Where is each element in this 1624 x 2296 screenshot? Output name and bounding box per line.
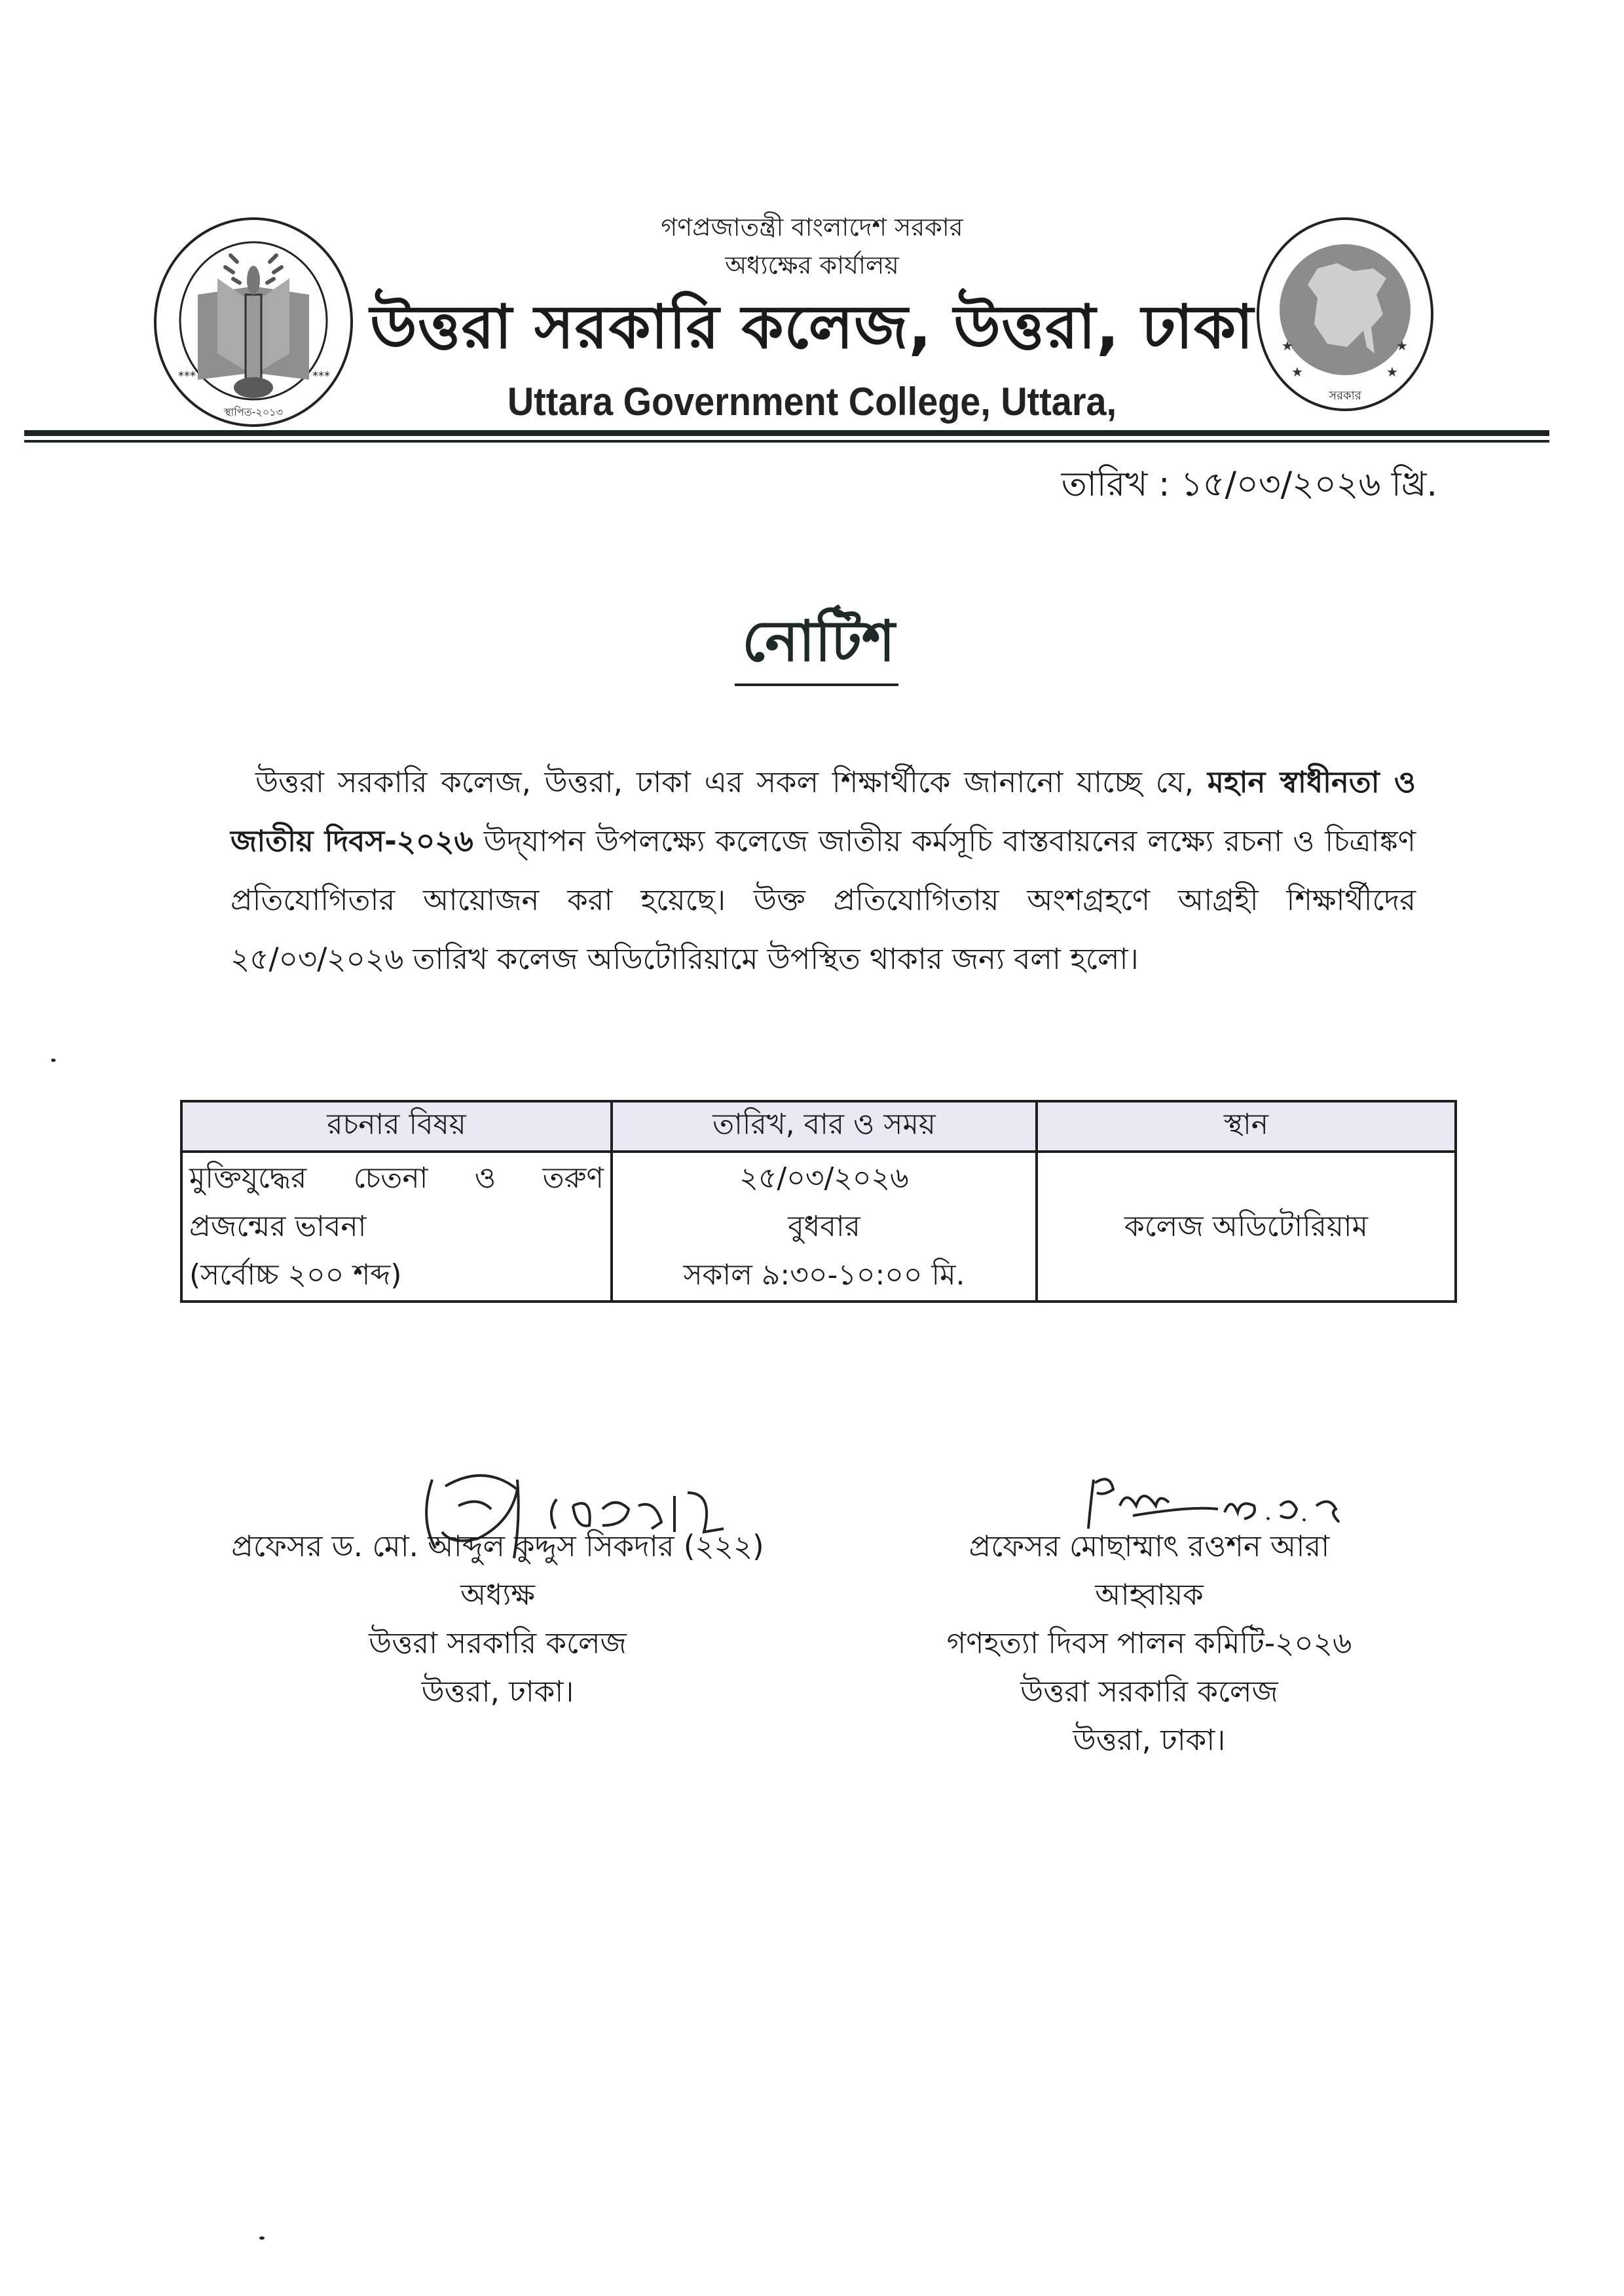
column-header-datetime: তারিখ, বার ও সময় (612, 1101, 1037, 1152)
notice-body (231, 753, 1416, 989)
bangladesh-seal-icon (1255, 216, 1435, 412)
svg-text:★: ★ (1291, 364, 1303, 380)
svg-text:★: ★ (1396, 338, 1408, 354)
government-line: গণপ্রজাতন্ত্রী বাংলাদেশ সরকার (661, 213, 963, 242)
principal-signatory (177, 1522, 819, 1716)
convener-signatory (871, 1522, 1428, 1764)
svg-text:★: ★ (1282, 338, 1293, 354)
signatory-org: উত্তরা সরকারি কলেজ (369, 1626, 627, 1660)
notice-body-intro: উত্তরা সরকারি কলেজ, উত্তরা, ঢাকা এর সকল শিক্ষার্থীকে জানানো যাচ্ছে যে, (255, 765, 1208, 799)
date-value: ১৫/০৩/২০২৬ খ্রি. (1181, 465, 1437, 504)
event-time: সকাল ৯:৩০-১০:০০ মি. (683, 1258, 965, 1292)
notice-body-occasion: মহান স্বাধীনতা ও জাতীয় দিবস-২০২৬ (231, 765, 1416, 858)
date-label: তারিখ : (1061, 465, 1170, 504)
signatory-title: অধ্যক্ষ (460, 1577, 535, 1612)
header-divider-thin (24, 440, 1549, 443)
college-logo (152, 216, 355, 429)
signatory-address: উত্তরা, ঢাকা। (1073, 1722, 1226, 1757)
datetime-cell (612, 1152, 1037, 1302)
topic-line: মুক্তিযুদ্ধের চেতনা ও তরুণ (189, 1161, 604, 1195)
notice-body-rest: উদ্‌যাপন উপলক্ষ্যে কলেজে জাতীয় কর্মসূচি বাস্তবায়নের লক্ষ্যে রচনা ও চিত্রাঙ্কণ প্রতিযোগিতার আয়োজন করা হয়েছে। উক্ত প্রতিযোগিতায় অংশগ্রহণে আগ্রহী শিক্ষার্থীদের ২৫/০৩/২০২৬ তারিখ কলেজ অডিটোরিয়ামে উপস্থিত থাকার জন্য বলা হলো। (231, 824, 1416, 976)
table-header-row (181, 1101, 1456, 1152)
scan-speck (259, 2236, 265, 2240)
competition-table (180, 1100, 1457, 1303)
topic-cell (181, 1152, 612, 1302)
venue-cell (1037, 1152, 1456, 1302)
svg-text:★: ★ (1386, 364, 1398, 380)
signatory-org: উত্তরা সরকারি কলেজ (1020, 1674, 1278, 1709)
college-emblem-icon (152, 216, 355, 429)
signatory-name: প্রফেসর ড. মো. আব্দুল কুদ্দুস সিকদার (২২২) (231, 1529, 764, 1563)
government-seal (1255, 216, 1435, 412)
header-divider-thick (24, 430, 1549, 436)
column-header-topic: রচনার বিষয় (181, 1101, 612, 1152)
event-day: বুধবার (788, 1209, 860, 1243)
signatory-address: উত্তরা, ঢাকা। (421, 1674, 574, 1709)
college-name-bengali: উত্তরা সরকারি কলেজ, উত্তরা, ঢাকা (370, 292, 1254, 362)
event-date: ২৫/০৩/২০২৬ (739, 1161, 909, 1195)
issue-date (1061, 458, 1437, 511)
column-header-venue: স্থান (1037, 1101, 1456, 1152)
signatory-committee: গণহত্যা দিবস পালন কমিটি-২০২৬ (946, 1626, 1352, 1660)
logo-established-text: স্থাপিত-২০১৩ (223, 406, 284, 418)
office-line: অধ্যক্ষের কার্যালয় (725, 251, 899, 280)
event-venue: কলেজ অডিটোরিয়াম (1124, 1209, 1368, 1243)
logo-stars-right: *** (312, 369, 330, 383)
signatory-title: আহ্বায়ক (1095, 1577, 1204, 1612)
logo-stars-left: *** (178, 369, 196, 383)
topic-line: প্রজন্মের ভাবনা (189, 1209, 367, 1243)
notice-title: নোটিশ (742, 609, 895, 674)
seal-bottom-text: সরকার (1329, 389, 1361, 403)
scan-speck (51, 1059, 56, 1062)
notice-title-underline (735, 683, 898, 686)
table-row (181, 1152, 1456, 1302)
signatory-name: প্রফেসর মোছাম্মাৎ রওশন আরা (969, 1529, 1330, 1563)
topic-line: (সর্বোচ্চ ২০০ শব্দ) (189, 1258, 402, 1292)
college-name-english: Uttara Government College, Uttara, (507, 380, 1117, 424)
